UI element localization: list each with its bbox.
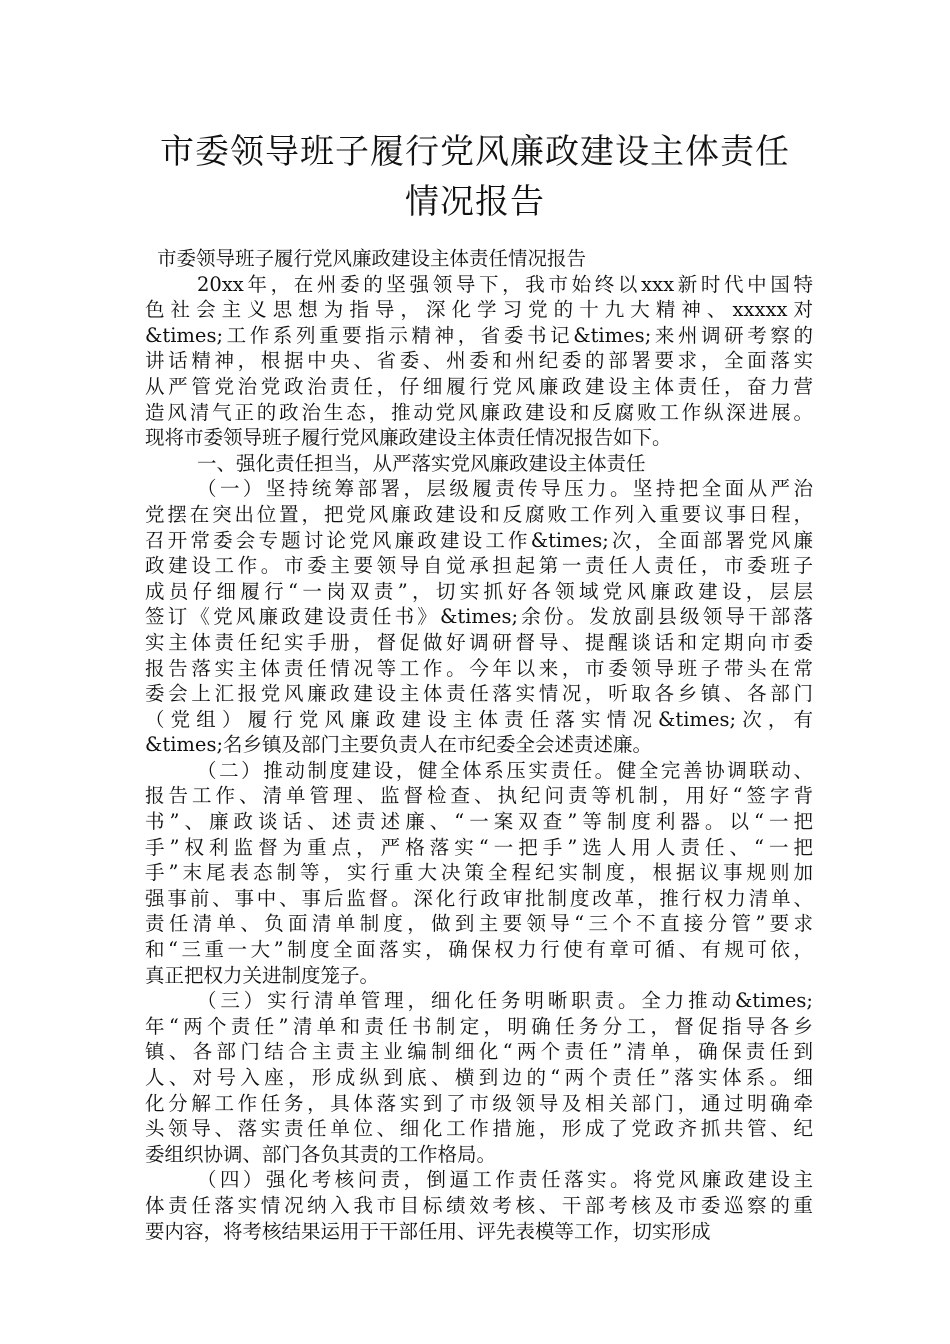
body-line: （一）坚持统筹部署，层级履责传导压力。坚持把全面从严治: [197, 477, 813, 501]
body-line: 政建设工作。市委主要领导自觉承担起第一责任人责任，市委班子: [145, 554, 813, 578]
body-line: 现将市委领导班子履行党风廉政建设主体责任情况报告如下。: [145, 426, 672, 450]
body-line: （二）推动制度建设，健全体系压实责任。健全完善协调联动、: [197, 758, 813, 782]
body-line: 手”末尾表态制等，实行重大决策全程纪实制度，根据议事规则加: [145, 861, 813, 885]
document-body: [145, 246, 813, 1244]
body-line: 召开常委会专题讨论党风廉政建设工作&times;次，全面部署党风廉: [145, 528, 813, 552]
document-title-line-2: 情况报告: [405, 182, 545, 222]
body-line: 20xx年，在州委的坚强领导下，我市始终以xxx新时代中国特: [197, 272, 813, 296]
body-line: 强事前、事中、事后监督。深化行政审批制度改革，推行权力清单、: [145, 886, 813, 910]
body-line: 真正把权力关进制度笼子。: [145, 963, 380, 987]
body-line: 讲话精神，根据中央、省委、州委和州纪委的部署要求，全面落实: [145, 349, 813, 373]
body-line: &times;名乡镇及部门主要负责人在市纪委全会述责述廉。: [145, 733, 653, 757]
body-line: &times;工作系列重要指示精神，省委书记&times;来州调研考察的: [145, 323, 813, 347]
body-line: 委会上汇报党风廉政建设主体责任落实情况，听取各乡镇、各部门: [145, 682, 813, 706]
document-title-line-1: 市委领导班子履行党风廉政建设主体责任: [160, 132, 790, 172]
body-line: 造风清气正的政治生态，推动党风廉政建设和反腐败工作纵深进展。: [145, 400, 813, 424]
body-line: 色社会主义思想为指导，深化学习党的十九大精神、xxxxx对: [145, 298, 813, 322]
body-line: 成员仔细履行“一岗双责”，切实抓好各领域党风廉政建设，层层: [145, 579, 813, 603]
body-line: 镇、各部门结合主责主业编制细化“两个责任”清单，确保责任到: [145, 1040, 813, 1064]
body-line: 和“三重一大”制度全面落实，确保权力行使有章可循、有规可依，: [145, 938, 813, 962]
body-line: 年“两个责任”清单和责任书制定，明确任务分工，督促指导各乡: [145, 1014, 813, 1038]
body-line: 一、强化责任担当，从严落实党风廉政建设主体责任: [197, 451, 646, 475]
body-line: 实主体责任纪实手册，督促做好调研督导、提醒谈话和定期向市委: [145, 630, 813, 654]
body-line: 责任清单、负面清单制度，做到主要领导“三个不直接分管”要求: [145, 912, 813, 936]
body-line: 报告落实主体责任情况等工作。今年以来，市委领导班子带头在常: [145, 656, 813, 680]
body-line: 市委领导班子履行党风廉政建设主体责任情况报告: [157, 247, 587, 270]
body-line: 人、对号入座，形成纵到底、横到边的“两个责任”落实体系。细: [145, 1066, 813, 1089]
body-line: 头领导、落实责任单位、细化工作措施，形成了党政齐抓共管、纪: [145, 1117, 813, 1141]
body-line: 委组织协调、部门各负其责的工作格局。: [145, 1142, 497, 1166]
body-line: 党摆在突出位置，把党风廉政建设和反腐败工作列入重要议事日程，: [145, 502, 813, 526]
body-line: （四）强化考核问责，倒逼工作责任落实。将党风廉政建设主: [197, 1168, 813, 1192]
body-line: 书”、廉政谈话、述责述廉、“一案双查”等制度利器。以“一把: [145, 810, 813, 834]
body-line: 从严管党治党政治责任，仔细履行党风廉政建设主体责任，奋力营: [145, 374, 813, 398]
body-line: 手”权利监督为重点，严格落实“一把手”选人用人责任、“一把: [145, 835, 813, 859]
body-line: （三）实行清单管理，细化任务明晰职责。全力推动&times;: [197, 989, 813, 1013]
body-line: 签订《党风廉政建设责任书》&times;余份。发放副县级领导干部落: [145, 605, 813, 629]
body-line: 要内容，将考核结果运用于干部任用、评先表模等工作，切实形成: [145, 1219, 711, 1243]
body-line: 体责任落实情况纳入我市目标绩效考核、干部考核及市委巡察的重: [145, 1193, 813, 1217]
body-line: （党组）履行党风廉政建设主体责任落实情况&times;次，有: [145, 707, 813, 731]
body-line: 化分解工作任务，具体落实到了市级领导及相关部门，通过明确牵: [145, 1091, 813, 1115]
body-line: 报告工作、清单管理、监督检查、执纪问责等机制，用好“签字背: [145, 784, 813, 808]
